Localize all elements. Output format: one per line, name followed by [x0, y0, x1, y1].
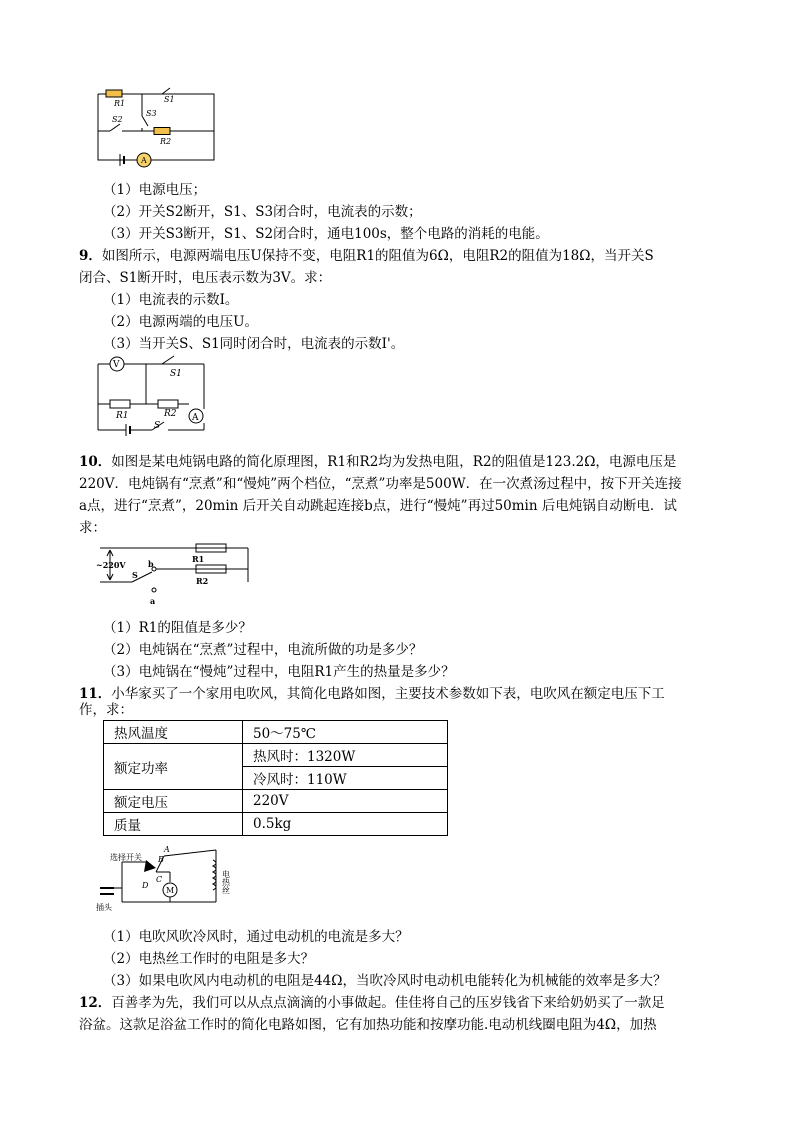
q11-fig-m: M	[166, 886, 175, 895]
q10-fig-b: b	[148, 559, 154, 569]
q10-text-line1: 如图是某电炖锅电路的简化原理图，R1和R2均为发热电阻，R2的阻值是123.2Ω，电源电压是	[111, 454, 677, 470]
q10-text-line3: a点，进行“烹煮”，20min 后开关自动跳起连接b点，进行“慢炖”再过50min 后电炖锅自动断电．试	[79, 498, 677, 514]
q10-fig-a: a	[150, 596, 156, 606]
q10-sub2: （2）电炖锅在“烹煮”过程中，电流所做的功是多少？	[103, 642, 423, 658]
q11-table-label-power: 额定功率	[104, 744, 243, 790]
q11-table-label-mass: 质量	[104, 813, 243, 836]
q9-fig-r1: R1	[116, 411, 129, 421]
q11-table-value-mass: 0.5kg	[243, 813, 448, 836]
q9-sub3: （3）当开关S、S1同时闭合时，电流表的示数I'。	[103, 336, 405, 352]
q10-text-line4: 求：	[79, 520, 106, 536]
q9-fig-v: V	[113, 360, 120, 370]
q10-fig-s: S	[132, 570, 138, 580]
q11-sub2: （2）电热丝工作时的电阻是多大？	[103, 951, 315, 967]
q8-fig-r2: R2	[160, 137, 172, 146]
q11-spec-table	[103, 720, 448, 836]
q10-fig-voltage: ~220V	[96, 560, 126, 570]
q12-text-line2: 浴盆。这款足浴盆工作时的简化电路如图，它有加热功能和按摩功能.电动机线圈电阻为4Ω，加热	[79, 1017, 657, 1033]
q9-fig-r2: R2	[164, 409, 177, 419]
q10-fig-r2: R2	[196, 576, 209, 586]
q9-sub2: （2）电源两端的电压U。	[103, 314, 258, 330]
q9-fig-a: A	[192, 413, 199, 423]
q8-fig-s1: S1	[164, 95, 175, 104]
q11-sub1: （1）电吹风吹冷风时，通过电动机的电流是多大？	[103, 929, 409, 945]
q8-fig-r1: R1	[114, 99, 126, 108]
q11-circuit-diagram	[94, 846, 244, 918]
q8-fig-s2: S2	[112, 115, 123, 124]
q11-fig-plug: 插头	[96, 903, 112, 912]
q11-table-label-voltage: 额定电压	[104, 790, 243, 813]
q9-sub1: （1）电流表的示数I。	[103, 292, 239, 308]
q11-table-value-hot: 热风时：1320W	[243, 744, 448, 767]
q8-fig-s3: S3	[146, 109, 157, 118]
q10-sub1: （1）R1的阻值是多少？	[103, 620, 252, 636]
q9-number: 9．	[79, 248, 102, 264]
q11-number: 11．	[79, 686, 112, 702]
q8-circuit-diagram	[92, 86, 222, 166]
q12-text-line1: 百善孝为先，我们可以从点点滴滴的小事做起。佳佳将自己的压岁钱省下来给奶奶买了一款足	[111, 995, 665, 1011]
q9-text-line1: 如图所示，电源两端电压U保持不变，电阻R1的阻值为6Ω，电阻R2的阻值为18Ω，当开关S	[101, 248, 654, 264]
q10-number: 10．	[79, 454, 112, 470]
q12-number: 12．	[79, 995, 112, 1011]
q8-sub3: （3）开关S3断开，S1、S2闭合时，通电100s，整个电路的消耗的电能。	[103, 226, 549, 242]
q11-sub3: （3）如果电吹风内电动机的电阻是44Ω，当吹冷风时电动机电能转化为机械能的效率是多大？	[103, 973, 667, 989]
q11-fig-heater: 电热丝	[221, 870, 231, 894]
q11-fig-a: A	[164, 845, 170, 854]
q11-fig-b: B	[158, 855, 164, 864]
q11-text-line1: 小华家买了一个家用电吹风，其简化电路如图，主要技术参数如下表，电吹风在额定电压下工	[111, 686, 665, 702]
q9-text-line2: 闭合、S1断开时，电压表示数为3V。求：	[79, 270, 332, 286]
q11-text-line2: 作，求：	[79, 702, 133, 718]
q9-fig-s1: S1	[170, 369, 182, 379]
q10-fig-r1: R1	[192, 554, 205, 564]
q11-fig-d: D	[142, 881, 149, 890]
q11-fig-c: C	[156, 875, 163, 884]
q9-fig-s: S	[154, 421, 161, 431]
q11-table-value-voltage: 220V	[243, 790, 448, 813]
q8-sub2: （2）开关S2断开，S1、S3闭合时，电流表的示数；	[103, 204, 422, 220]
q11-table-label-temp: 热风温度	[104, 721, 243, 744]
q11-fig-switch: 选择开关	[110, 853, 142, 862]
q9-circuit-diagram	[92, 352, 222, 442]
q8-sub1: （1）电源电压；	[103, 182, 207, 198]
q10-sub3: （3）电炖锅在“慢炖”过程中，电阻R1产生的热量是多少？	[103, 664, 455, 680]
q11-table-value-temp: 50～75℃	[243, 721, 448, 744]
q10-text-line2: 220V．电炖锅有“烹煮”和“慢炖”两个档位，“烹煮”功率是500W．在一次煮汤过程中，按下开关连接	[79, 476, 682, 492]
q8-fig-ammeter: A	[141, 156, 147, 165]
q10-circuit-diagram	[96, 540, 256, 610]
q11-table-value-cold: 冷风时：110W	[243, 767, 448, 790]
